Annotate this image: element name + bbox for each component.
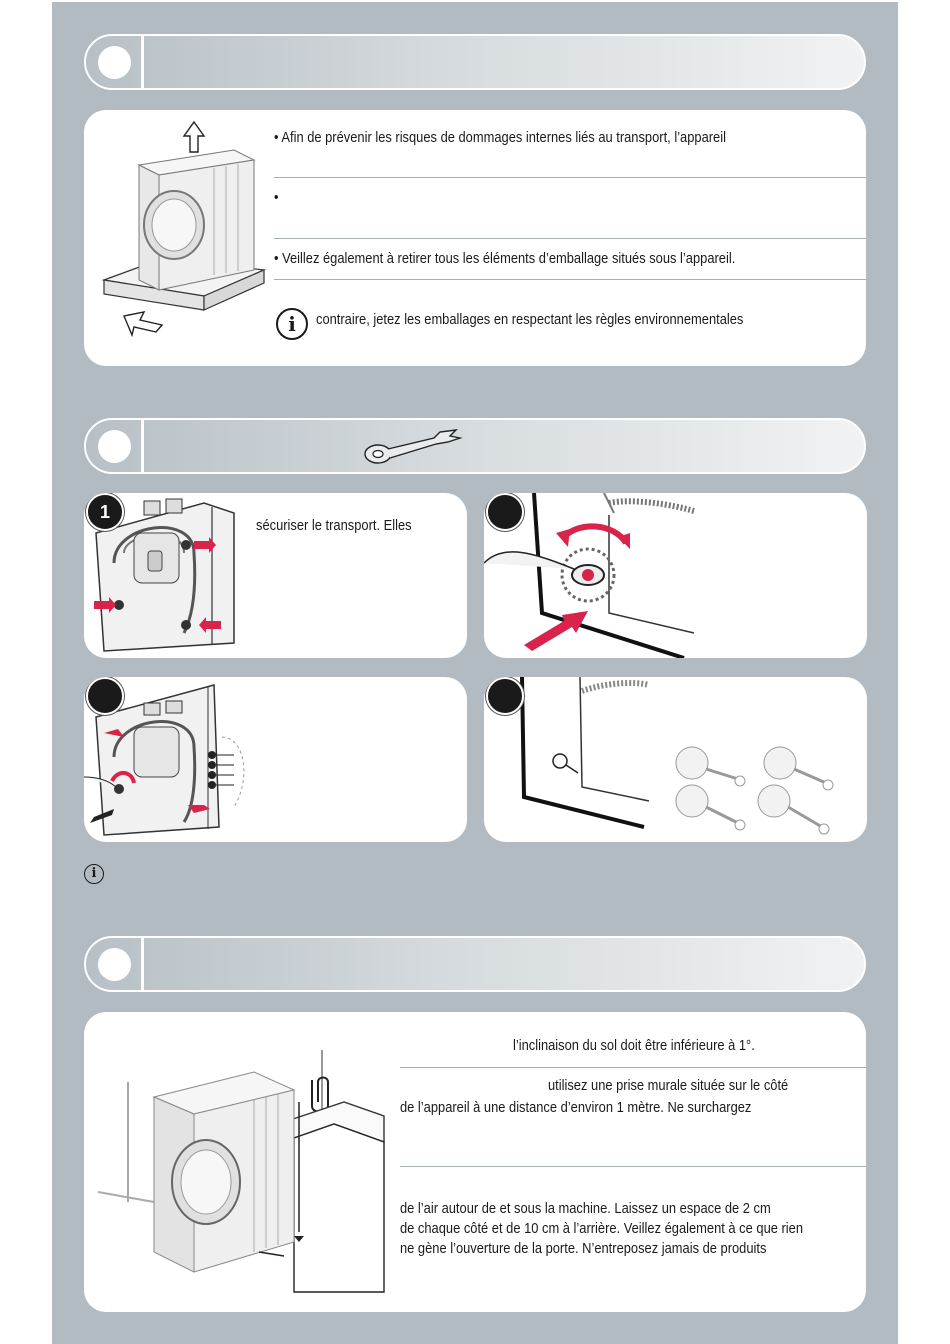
washer-on-pallet-illustration [94,120,274,350]
bullet-3: • Veillez également à retirer tous les éléments d’emballage situés sous l’appareil. [274,250,736,267]
caps-and-bolts-illustration [484,677,867,842]
section1-header [84,34,866,90]
ventilation-text-3: ne gène l’ouverture de la porte. N’entreposez jamais de produits [400,1240,767,1257]
section2-header [84,418,866,474]
washer-installation-illustration [94,1042,394,1302]
outlet-text-2: de l’appareil à une distance d’environ 1 mètre. Ne surchargez [400,1099,752,1116]
section3-number-badge [98,948,131,981]
outlet-text-1: utilisez une prise murale située sur le côté [548,1077,789,1094]
section3-header [84,936,866,992]
wrench-icon [364,428,464,468]
arrow-up-icon [184,122,204,152]
level-floor-text: l’inclinaison du sol doit être inférieure à 1°. [513,1037,755,1054]
bullet-2: • [274,189,279,206]
info-note: contraire, jetez les emballages en respectant les règles environnementales [316,311,744,328]
step1-text: sécuriser le transport. Elles [256,517,412,534]
step3-card [84,677,467,842]
step4-card [484,677,867,842]
step1-card [84,493,467,658]
bullet-1: • Afin de prévenir les risques de dommages internes liés au transport, l’appareil [274,129,726,146]
section3-card [84,1012,866,1312]
ventilation-text-1: de l’air autour de et sous la machine. Laissez un espace de 2 cm [400,1200,771,1217]
step2-card [484,493,867,658]
info-icon: i [276,308,308,340]
step1-number: 1 [86,493,124,531]
step4-number [486,677,524,715]
section2-number-badge [98,430,131,463]
info-icon-small: i [84,864,104,884]
section1-card [84,110,866,366]
section1-number-badge [98,46,131,79]
step3-number [86,677,124,715]
ventilation-text-2: de chaque côté et de 10 cm à l’arrière. Veillez également à ce que rien [400,1220,804,1237]
step2-number [486,493,524,531]
